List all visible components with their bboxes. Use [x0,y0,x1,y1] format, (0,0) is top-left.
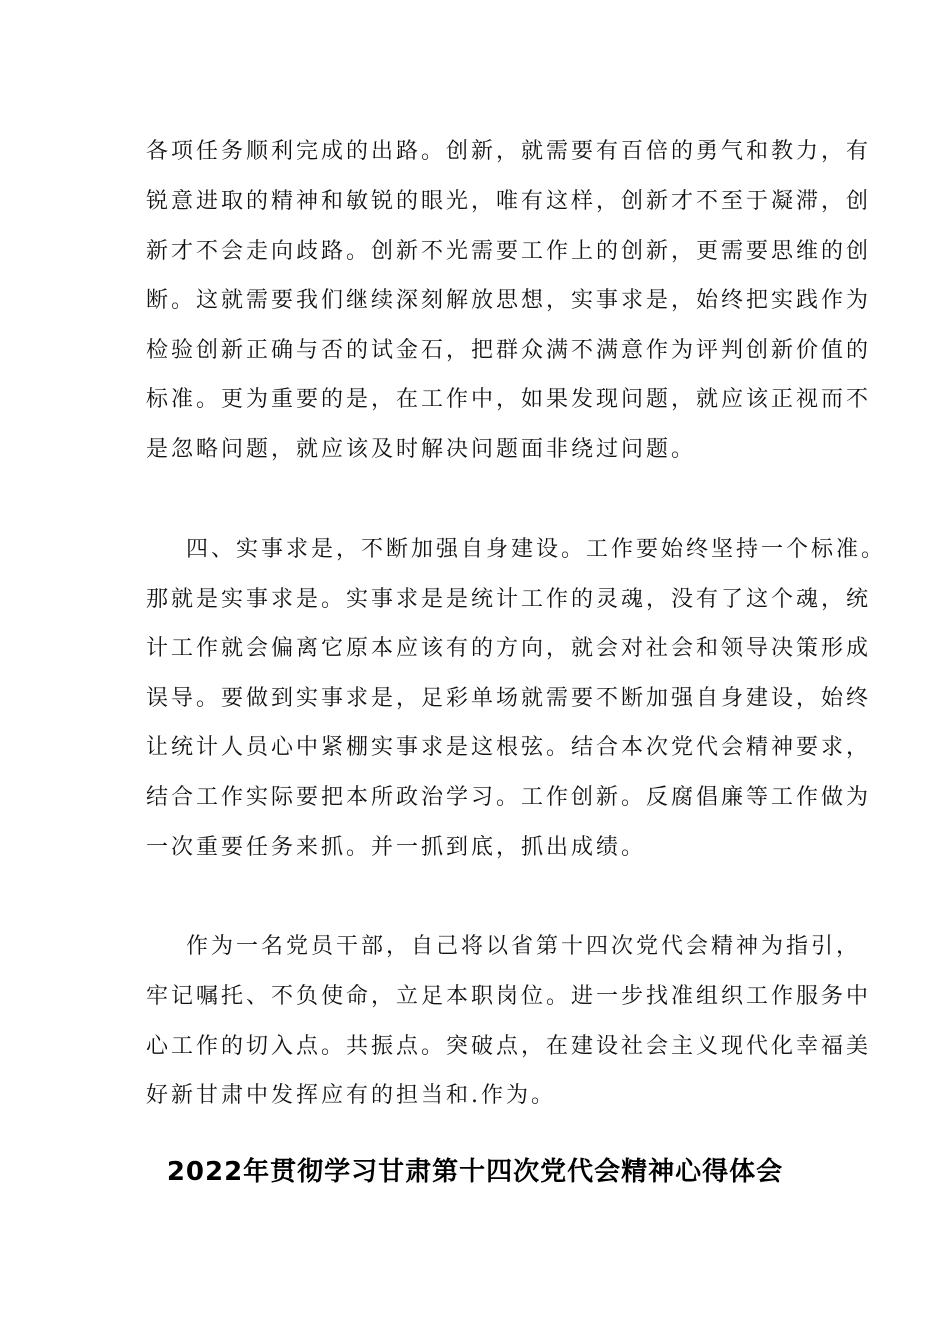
text-line: 误导。要做到实事求是，足彩单场就需要不断加强自身建设，始终 [146,686,872,711]
text-line: 计工作就会偏离它原本应该有的方向，就会对社会和领导决策形成 [146,636,872,661]
text-line: 标准。更为重要的是，在工作中，如果发现问题，就应该正视而不 [146,387,872,412]
text-line: 是忽略问题，就应该及时解决问题面非绕过问题。 [146,437,697,462]
text-line: 新才不会走向歧路。创新不光需要工作上的创新，更需要思维的创 [146,239,872,264]
text-line: 各项任务顺利完成的出路。创新，就需要有百倍的勇气和教力，有 [146,139,872,164]
text-line: 断。这就需要我们继续深刻解放思想，实事求是，始终把实践作为 [146,288,872,313]
text-line: 作为一名党员干部，自己将以省第十四次党代会精神为指引， [186,934,862,959]
document-title: 2022年贯彻学习甘肃第十四次党代会精神心得体会 [166,1157,784,1187]
text-line: 一次重要任务来抓。并一抓到底，抓出成绩。 [146,835,647,860]
text-line: 四、实事求是，不断加强自身建设。工作要始终坚持一个标准。 [186,537,887,562]
text-line: 检验创新正确与否的试金石，把群众满不满意作为评判创新价值的 [146,338,872,363]
text-line: 结合工作实际要把本所政治学习。工作创新。反腐倡廉等工作做为 [146,785,872,810]
text-line: 牢记嘱托、不负使命，立足本职岗位。进一步找准组织工作服务中 [146,984,872,1009]
text-line: 好新甘肃中发挥应有的担当和.作为。 [146,1083,556,1108]
text-line: 那就是实事求是。实事求是是统计工作的灵魂，没有了这个魂，统 [146,587,872,612]
text-line: 锐意进取的精神和敏锐的眼光，唯有这样，创新才不至于凝滞，创 [146,189,872,214]
text-line: 心工作的切入点。共振点。突破点，在建设社会主义现代化幸福美 [146,1034,872,1059]
text-line: 让统计人员心中紧棚实事求是这根弦。结合本次党代会精神要求， [146,735,872,760]
